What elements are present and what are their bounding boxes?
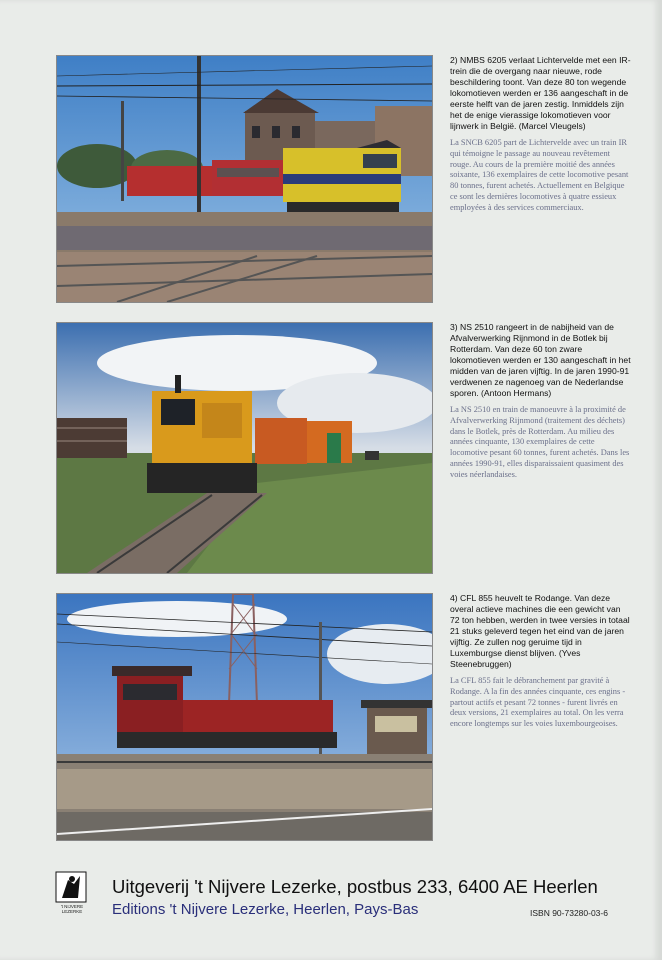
publisher-address-dutch: Uitgeverij 't Nijvere Lezerke, postbus 233, 6400 AE Heerlen bbox=[112, 876, 598, 897]
caption-dutch: 2) NMBS 6205 verlaat Lichtervelde met een IR-trein die de overgang naar nieuwe, rode beschildering toont. Van deze 80 ton wegende lokomotieven werden er 136 aangeschaft in de eerste helft van de jaren zestig. Inmiddels zijn het de enige vierassige lokomotieven voor lijnwerk in België. (Marcel Vleugels) bbox=[450, 55, 631, 131]
caption-photo-3 bbox=[450, 322, 632, 481]
photo-ns-2510 bbox=[56, 322, 433, 574]
caption-french: La SNCB 6205 part de Lichtervelde avec un train IR qui témoigne le passage au nouveau revêtement rouge. Au cours de la première moitié des années soixante, 136 exemplaires de cette locomotive pesant 80 tonnes, furent achetés. Actuellement en Belgique ce sont les dernières locomotives à quatre essieux employées à des services commerciaux. bbox=[450, 138, 629, 212]
isbn: ISBN 90-73280-03-6 bbox=[530, 908, 608, 918]
publisher-address-french: Editions 't Nijvere Lezerke, Heerlen, Pays-Bas bbox=[112, 901, 419, 918]
caption-photo-2 bbox=[450, 55, 632, 214]
caption-dutch: 3) NS 2510 rangeert in de nabijheid van de Afvalverwerking Rijnmond in de Botlek bij Rotterdam. Van deze 60 ton zware lokomotieven werden er 130 aangeschaft in het midden van de jaren vijftig. In de jaren 1990-91 verdwenen ze nagenoeg van de Nederlandse sporen. (Antoon Hermans) bbox=[450, 322, 631, 398]
photo-nmbs-6205 bbox=[56, 55, 433, 303]
caption-french: La NS 2510 en train de manoeuvre à la proximité de Afvalverwerking Rijnmond (traitement des déchets) dans le Botlek, près de Rotterdam. Au milieu des années cinquante, 130 exemplaires de cette locomotive pesant 60 tonnes, furent achetés. Dans les années 1990-91, elles disparaissaient quasiment des voies néerlandaises. bbox=[450, 405, 630, 479]
caption-french: La CFL 855 fait le débranchement par gravité à Rodange. A la fin des années cinquante, ces engins - partout actifs et pesant 72 tonnes - furent livrés en deux versions, 21 exemplaires au total. On les verra encore longtemps sur les voies luxembourgeoises. bbox=[450, 676, 626, 729]
photo-cfl-855 bbox=[56, 593, 433, 841]
caption-photo-4 bbox=[450, 593, 632, 730]
publisher-logo-text: 't NIJVERE LEZERKE bbox=[60, 904, 84, 914]
caption-dutch: 4) CFL 855 heuvelt te Rodange. Van deze overal actieve machines die een gewicht van 72 ton hebben, werden in twee versies in totaal 21 stuks geleverd tegen het eind van de jaren vijftig. Ze zullen nog geruime tijd in Luxemburgse dienst blijven. (Yves Steenebruggen) bbox=[450, 593, 630, 669]
